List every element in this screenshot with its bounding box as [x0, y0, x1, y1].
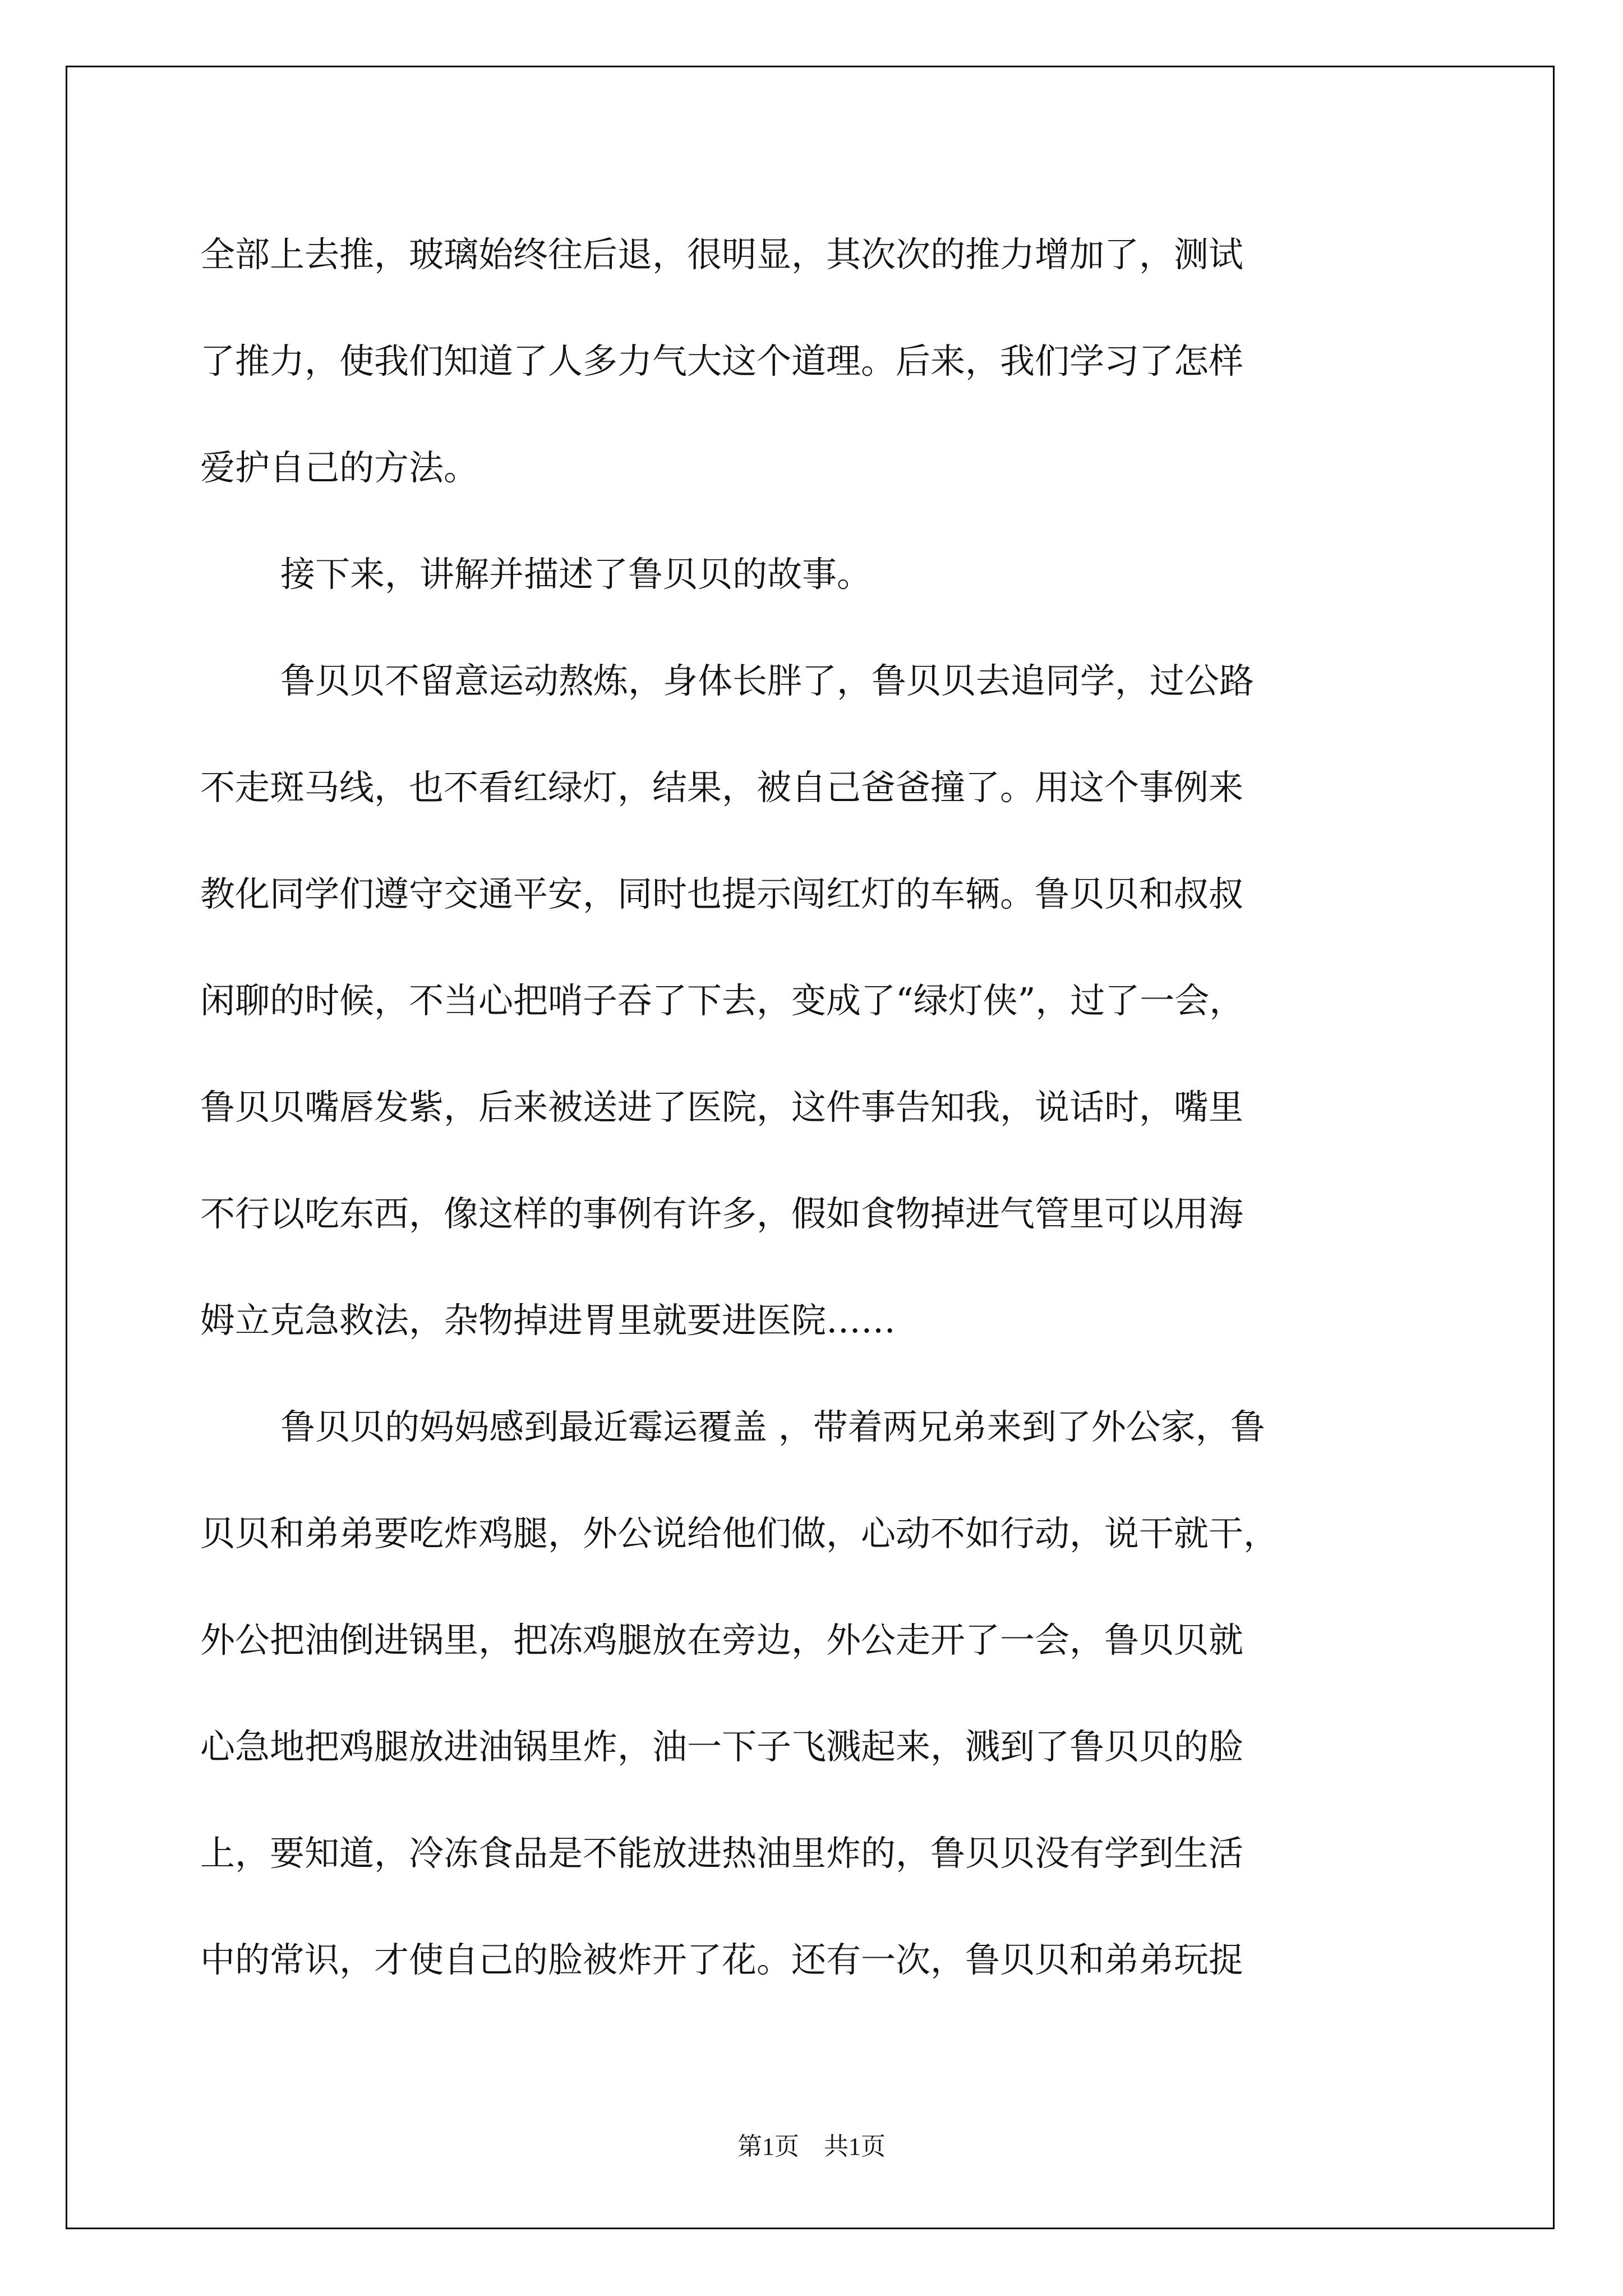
- text-line: 上，要知道，冷冻食品是不能放进热油里炸的，鲁贝贝没有学到生活: [200, 1833, 1244, 1874]
- text-line: 全部上去推，玻璃始终往后退，很明显，其次次的推力增加了，测试: [200, 234, 1244, 275]
- text-line: 闲聊的时候，不当心把哨子吞了下去，变成了“绿灯侠”，过了一会，: [200, 980, 1244, 1021]
- paragraph-start-line: 鲁贝贝不留意运动熬炼，身体长胖了，鲁贝贝去追同学，过公路: [280, 660, 1255, 701]
- text-line: 心急地把鸡腿放进油锅里炸，油一下子飞溅起来，溅到了鲁贝贝的脸: [200, 1726, 1244, 1767]
- text-line: 外公把油倒进锅里，把冻鸡腿放在旁边，外公走开了一会，鲁贝贝就: [200, 1619, 1244, 1660]
- text-line: 姆立克急救法，杂物掉进胃里就要进医院……: [200, 1300, 896, 1341]
- page-border: [66, 66, 1555, 2229]
- text-line: 贝贝和弟弟要吃炸鸡腿，外公说给他们做，心动不如行动，说干就干，: [200, 1513, 1279, 1554]
- text-line: 了推力，使我们知道了人多力气大这个道理。后来，我们学习了怎样: [200, 341, 1244, 381]
- text-line: 鲁贝贝嘴唇发紫，后来被送进了医院，这件事告知我，说话时，嘴里: [200, 1087, 1244, 1128]
- text-line: 不走斑马线，也不看红绿灯，结果，被自己爸爸撞了。用这个事例来: [200, 767, 1244, 808]
- text-line: 教化同学们遵守交通平安，同时也提示闯红灯的车辆。鲁贝贝和叔叔: [200, 873, 1244, 914]
- text-line: 爱护自己的方法。: [200, 447, 479, 488]
- paragraph-start-line: 鲁贝贝的妈妈感到最近霉运覆盖 ，带着两兄弟来到了外公家，鲁: [280, 1406, 1265, 1447]
- page-number-footer: 第1页 共1页: [737, 2133, 886, 2160]
- text-line: 中的常识，才使自己的脸被炸开了花。还有一次，鲁贝贝和弟弟玩捉: [200, 1939, 1244, 1980]
- paragraph-start-line: 接下来，讲解并描述了鲁贝贝的故事。: [280, 554, 872, 595]
- text-line: 不行以吃东西，像这样的事例有许多，假如食物掉进气管里可以用海: [200, 1193, 1244, 1234]
